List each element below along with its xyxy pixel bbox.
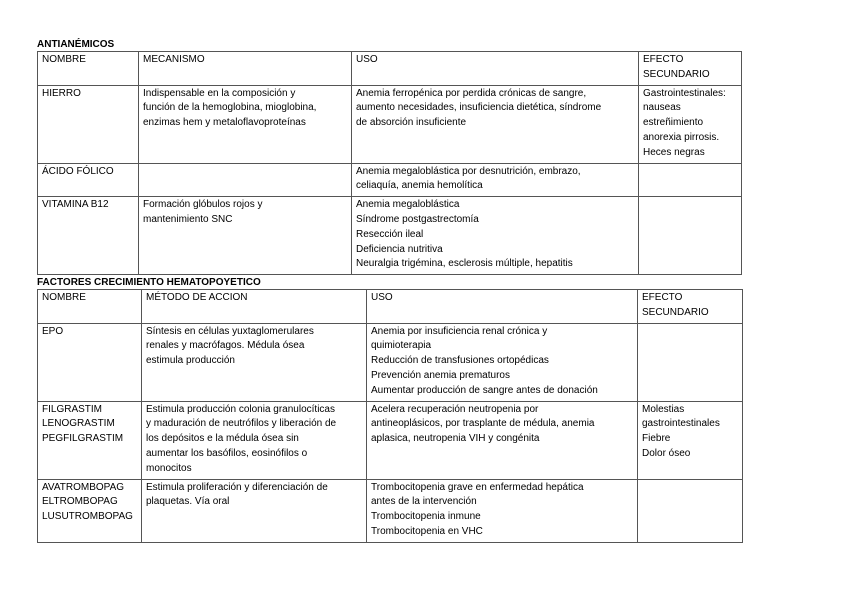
cell-mecanismo bbox=[142, 323, 367, 401]
cell-text: Fiebre bbox=[642, 433, 671, 445]
cell-text: Anemia megaloblástica bbox=[356, 199, 460, 211]
cell-text: LUSUTROMBOPAG bbox=[42, 511, 133, 523]
cell-text: monocitos bbox=[146, 462, 192, 474]
cell-text: Síntesis en células yuxtaglomerulares bbox=[146, 325, 314, 337]
cell-text: celiaquía, anemia hemolítica bbox=[356, 180, 483, 192]
cell-text: renales y macrófagos. Médula ósea bbox=[146, 340, 305, 352]
column-header-nombre bbox=[38, 290, 142, 324]
cell-text: aumentar los basófilos, eosinófilos o bbox=[146, 447, 308, 459]
cell-text: Síndrome postgastrectomía bbox=[356, 213, 479, 225]
cell-text: Neuralgia trigémina, esclerosis múltiple, hepatitis bbox=[356, 258, 573, 270]
cell-mecanismo bbox=[139, 163, 352, 197]
cell-text: Dolor óseo bbox=[642, 447, 691, 459]
cell-uso bbox=[367, 479, 638, 542]
cell-text: mantenimiento SNC bbox=[143, 213, 233, 225]
table-row bbox=[38, 85, 742, 163]
cell-text: Indispensable en la composición y bbox=[143, 87, 296, 99]
header-text: NOMBRE bbox=[42, 54, 86, 65]
cell-nombre bbox=[38, 323, 142, 401]
table-row bbox=[38, 479, 743, 542]
cell-text: aplasica, neutropenia VIH y congénita bbox=[371, 433, 540, 445]
cell-uso bbox=[367, 323, 638, 401]
cell-text: aumento necesidades, insuficiencia dietética, síndrome bbox=[356, 102, 602, 114]
cell-uso bbox=[352, 163, 639, 197]
cell-text: Trombocitopenia en VHC bbox=[371, 525, 483, 537]
cell-efecto-secundario bbox=[638, 323, 743, 401]
cell-text: ELTROMBOPAG bbox=[42, 496, 118, 508]
section-title-antianemicos: ANTIANÉMICOS bbox=[37, 39, 115, 50]
cell-text: Molestias bbox=[642, 403, 685, 415]
cell-nombre bbox=[38, 163, 139, 197]
table-row bbox=[38, 401, 743, 479]
cell-mecanismo bbox=[142, 479, 367, 542]
cell-efecto-secundario bbox=[639, 197, 742, 275]
cell-text: FILGRASTIM bbox=[42, 403, 103, 415]
cell-text: plaquetas. Vía oral bbox=[146, 496, 230, 508]
cell-uso bbox=[367, 401, 638, 479]
column-header-uso bbox=[352, 52, 639, 86]
cell-text: Formación glóbulos rojos y bbox=[143, 199, 263, 211]
cell-text: AVATROMBOPAG bbox=[42, 481, 125, 493]
cell-nombre bbox=[38, 479, 142, 542]
cell-text: quimioterapia bbox=[371, 340, 432, 352]
factores-crecimiento-table bbox=[37, 289, 743, 543]
cell-nombre bbox=[38, 401, 142, 479]
cell-text: y maduración de neutrófilos y liberación de bbox=[146, 418, 337, 430]
cell-text: VITAMINA B12 bbox=[42, 199, 109, 211]
header-text: EFECTO bbox=[642, 292, 683, 303]
table-header-row bbox=[38, 290, 743, 324]
cell-efecto-secundario bbox=[639, 163, 742, 197]
column-header-mecanismo bbox=[139, 52, 352, 86]
cell-nombre bbox=[38, 85, 139, 163]
cell-text: Deficiencia nutritiva bbox=[356, 243, 443, 255]
cell-text: PEGFILGRASTIM bbox=[42, 433, 124, 445]
cell-text: Trombocitopenia inmune bbox=[371, 511, 481, 523]
cell-text: gastrointestinales bbox=[642, 418, 720, 430]
cell-text: Heces negras bbox=[643, 146, 705, 158]
cell-text: HIERRO bbox=[42, 87, 81, 99]
header-text: USO bbox=[371, 292, 393, 303]
cell-uso bbox=[352, 85, 639, 163]
cell-text: Acelera recuperación neutropenia por bbox=[371, 403, 539, 415]
cell-text: de absorción insuficiente bbox=[356, 117, 467, 129]
cell-text: Anemia por insuficiencia renal crónica y bbox=[371, 325, 548, 337]
cell-text: anorexia pirrosis. bbox=[643, 131, 720, 143]
cell-efecto-secundario bbox=[638, 401, 743, 479]
cell-text: Reducción de transfusiones ortopédicas bbox=[371, 355, 549, 367]
cell-text: Trombocitopenia grave en enfermedad hepática bbox=[371, 481, 584, 493]
cell-text: Prevención anemia prematuros bbox=[371, 369, 510, 381]
antianemicos-table bbox=[37, 51, 742, 275]
cell-text: Anemia megaloblástica por desnutrición, embrazo, bbox=[356, 165, 581, 177]
cell-mecanismo bbox=[139, 85, 352, 163]
table-row bbox=[38, 323, 743, 401]
cell-mecanismo bbox=[142, 401, 367, 479]
cell-efecto-secundario bbox=[639, 85, 742, 163]
header-text: SECUNDARIO bbox=[643, 68, 710, 80]
header-text: SECUNDARIO bbox=[642, 306, 709, 318]
column-header-efecto-secundario bbox=[638, 290, 743, 324]
header-text: MECANISMO bbox=[143, 54, 205, 65]
section-title-factores-crecimiento: FACTORES CRECIMIENTO HEMATOPOYETICO bbox=[37, 277, 261, 288]
cell-text: LENOGRASTIM bbox=[42, 418, 115, 430]
cell-text: función de la hemoglobina, mioglobina, bbox=[143, 102, 317, 114]
cell-text: nauseas bbox=[643, 102, 681, 114]
header-text: EFECTO bbox=[643, 54, 684, 65]
column-header-efecto-secundario bbox=[639, 52, 742, 86]
cell-text: los depósitos e la médula ósea sin bbox=[146, 433, 299, 445]
cell-text: enzimas hem y metaloflavoproteínas bbox=[143, 117, 306, 129]
column-header-mecanismo bbox=[142, 290, 367, 324]
cell-text: Resección ileal bbox=[356, 228, 424, 240]
cell-text: Anemia ferropénica por perdida crónicas de sangre, bbox=[356, 87, 587, 99]
cell-mecanismo bbox=[139, 197, 352, 275]
header-text: MÉTODO DE ACCION bbox=[146, 292, 248, 303]
cell-text: antes de la intervención bbox=[371, 496, 477, 508]
cell-uso bbox=[352, 197, 639, 275]
column-header-uso bbox=[367, 290, 638, 324]
header-text: USO bbox=[356, 54, 378, 65]
cell-text: Aumentar producción de sangre antes de donación bbox=[371, 384, 598, 396]
cell-text: Gastrointestinales: bbox=[643, 87, 726, 99]
cell-text: estreñimiento bbox=[643, 117, 704, 129]
cell-text: ÁCIDO FÓLICO bbox=[42, 165, 114, 177]
cell-text: Estimula producción colonia granulocíticas bbox=[146, 403, 335, 415]
table-header-row bbox=[38, 52, 742, 86]
cell-text: Estimula proliferación y diferenciación de bbox=[146, 481, 328, 493]
table-row bbox=[38, 197, 742, 275]
cell-text: EPO bbox=[42, 325, 64, 337]
cell-text: estimula producción bbox=[146, 355, 235, 367]
column-header-nombre bbox=[38, 52, 139, 86]
cell-efecto-secundario bbox=[638, 479, 743, 542]
table-row bbox=[38, 163, 742, 197]
cell-text: antineoplásicos, por trasplante de médula, anemia bbox=[371, 418, 595, 430]
header-text: NOMBRE bbox=[42, 292, 86, 303]
cell-nombre bbox=[38, 197, 139, 275]
